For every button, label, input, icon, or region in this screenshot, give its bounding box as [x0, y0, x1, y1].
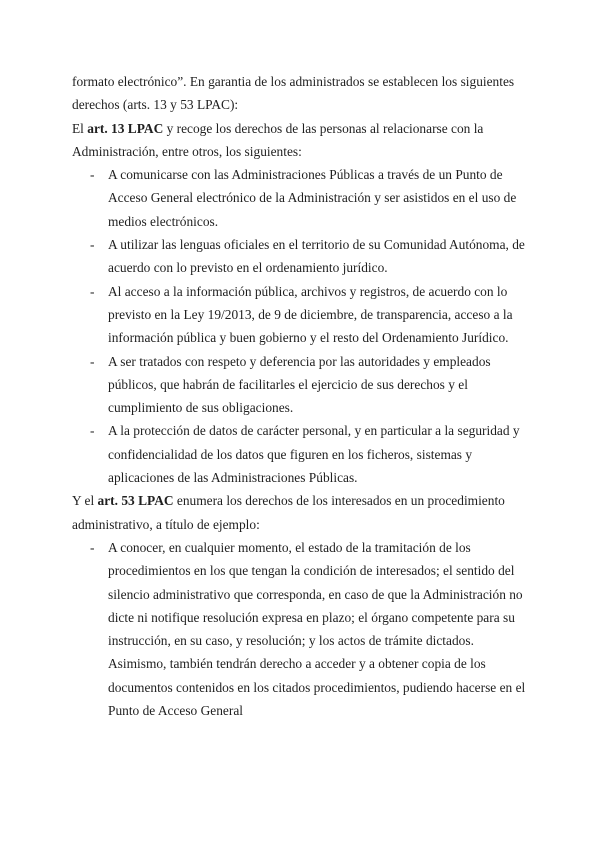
list-item	[90, 350, 532, 420]
art13-reference: art. 13 LPAC	[87, 120, 164, 136]
list-item-text: A conocer, en cualquier momento, el estado de la tramitación de los procedimientos en los que tengan la condición de interesados; el sentido del silencio administrativo que corresponda, en caso de que la Administración no dicte ni notifique resolución expresa en plazo; el órgano competente para su instrucción, en su caso, y resolución; y los actos de trámite dictados. Asimismo, también tendrán derecho a acceder y a obtener copia de los documentos contenidos en los citados procedimientos, pudiendo hacerse en el Punto de Acceso General	[108, 539, 526, 719]
dash-bullet: -	[90, 353, 95, 369]
dash-bullet: -	[90, 423, 95, 439]
art13-lead-suffix: y recoge los derechos de las personas al relacionarse con la Administración, entre otros, los siguientes:	[72, 120, 484, 159]
list-item	[90, 419, 532, 489]
list-item-text: A comunicarse con las Administraciones Públicas a través de un Punto de Acceso General electrónico de la Administración y ser asistidos en el uso de medios electrónicos.	[108, 167, 517, 229]
list-item-text: A ser tratados con respeto y deferencia por las autoridades y empleados públicos, que habrán de facilitarles el ejercicio de sus derechos y el cumplimiento de sus obligaciones.	[108, 353, 491, 416]
list-item-text: A utilizar las lenguas oficiales en el territorio de su Comunidad Autónoma, de acuerdo con lo previsto en el ordenamiento jurídico.	[108, 237, 525, 276]
document-body	[72, 70, 532, 722]
intro-paragraph: formato electrónico”. En garantia de los administrados se establecen los siguientes derechos (arts. 13 y 53 LPAC):	[72, 74, 515, 113]
art13-lead-paragraph	[72, 117, 532, 164]
list-item	[90, 163, 532, 233]
dash-bullet: -	[90, 167, 95, 183]
dash-bullet: -	[90, 539, 95, 555]
art53-lead-suffix: enumera los derechos de los interesados en un procedimiento administrativo, a título de ejemplo:	[72, 493, 505, 532]
art53-lead-prefix: Y el	[72, 493, 98, 509]
dash-bullet: -	[90, 283, 95, 299]
dash-bullet: -	[90, 237, 95, 253]
art53-rights-list	[72, 536, 532, 722]
list-item	[90, 233, 532, 280]
art13-rights-list	[72, 163, 532, 489]
list-item	[90, 536, 532, 722]
list-item-text: A la protección de datos de carácter personal, y en particular a la seguridad y confidencialidad de los datos que figuren en los ficheros, sistemas y aplicaciones de las Administraciones Públicas.	[108, 423, 520, 486]
art53-lead-paragraph	[72, 489, 532, 536]
list-item-text: Al acceso a la información pública, archivos y registros, de acuerdo con lo previsto en la Ley 19/2013, de 9 de diciembre, de transparencia, acceso a la información pública y buen gobierno y el resto del Ordenamiento Jurídico.	[108, 283, 513, 346]
art13-lead-prefix: El	[72, 120, 88, 136]
art53-reference: art. 53 LPAC	[97, 493, 174, 509]
list-item	[90, 280, 532, 350]
